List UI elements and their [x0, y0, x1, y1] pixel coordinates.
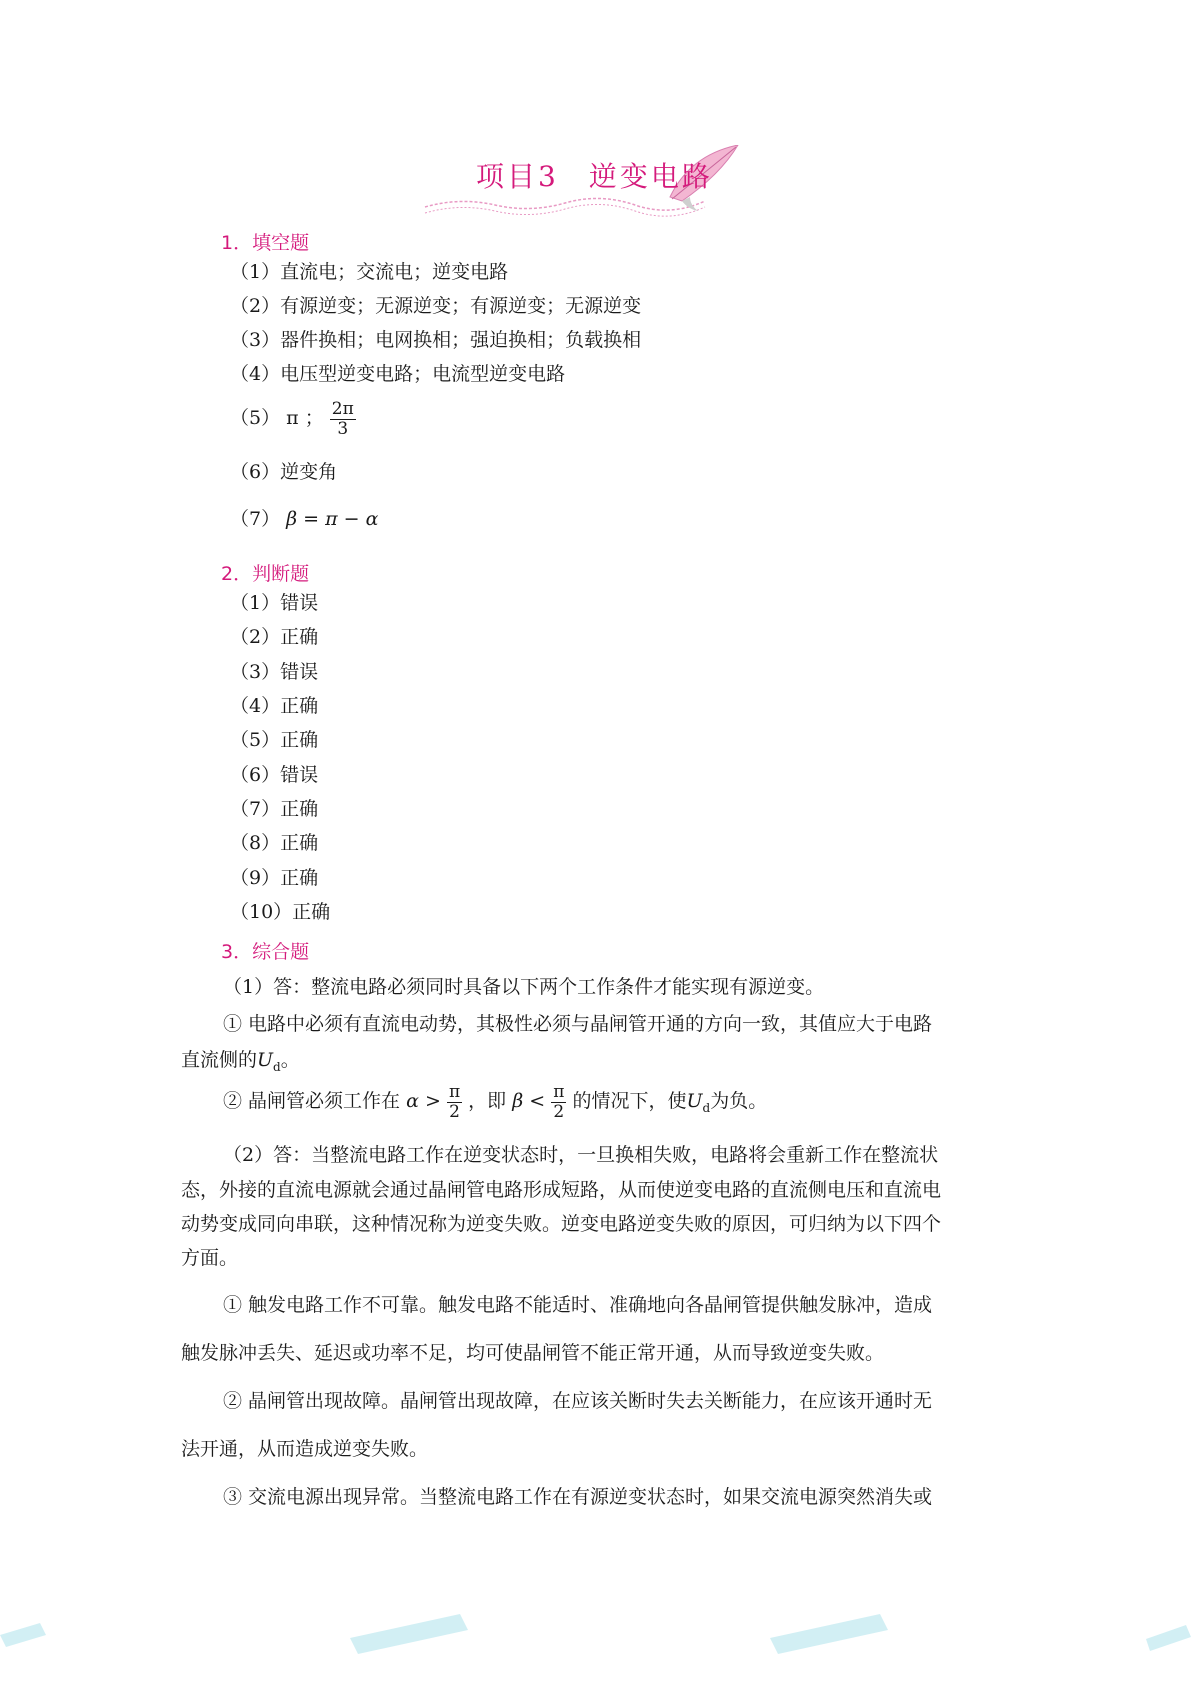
paragraph: 动势变成同向串联，这种情况称为逆变失败。逆变电路逆变失败的原因，可归纳为以下四个	[181, 1213, 942, 1235]
answer-line: （3）错误	[230, 661, 319, 683]
paragraph	[181, 1045, 1013, 1074]
variable-U: U	[257, 1049, 274, 1071]
paragraph: 方面。	[181, 1247, 239, 1269]
variable-U: U	[686, 1090, 703, 1113]
fraction-numerator: 2π	[331, 399, 354, 419]
answer-line: （4）电压型逆变电路；电流型逆变电路	[230, 363, 566, 385]
watermark-icon	[0, 1615, 60, 1655]
answer-line: （2）有源逆变；无源逆变；有源逆变；无源逆变	[230, 295, 642, 317]
fraction	[330, 400, 356, 438]
paragraph: ① 触发电路工作不可靠。触发电路不能适时、准确地向各晶闸管提供触发脉冲，造成	[223, 1294, 933, 1316]
answer-line: （4）正确	[230, 695, 319, 717]
text: 为负。	[710, 1090, 768, 1113]
paragraph: （2）答：当整流电路工作在逆变状态时，一旦换相失败，电路将会重新工作在整流状	[223, 1144, 939, 1166]
section-heading-judge: 2．判断题	[221, 563, 310, 585]
text: ，即	[468, 1090, 507, 1113]
answer-line: （3）器件换相；电网换相；强迫换相；负载换相	[230, 329, 642, 351]
answer-line: （6）错误	[230, 764, 319, 786]
paragraph: 态，外接的直流电源就会通过晶闸管电路形成短路，从而使逆变电路的直流侧电压和直流电	[181, 1179, 942, 1201]
answer-line: （1）错误	[230, 592, 319, 614]
text: 。	[280, 1049, 300, 1071]
title-block	[420, 145, 780, 225]
paragraph: ② 晶闸管出现故障。晶闸管出现故障，在应该关断时失去关断能力，在应该开通时无	[223, 1390, 933, 1412]
section-heading-comprehensive: 3．综合题	[221, 941, 310, 963]
answer-line: （1）直流电；交流电；逆变电路	[230, 261, 509, 283]
paragraph: 触发脉冲丢失、延迟或功率不足，均可使晶闸管不能正常开通，从而导致逆变失败。	[181, 1342, 885, 1364]
subscript: d	[273, 1059, 281, 1074]
formula: β = π − α	[286, 508, 379, 530]
answer-line: （6）逆变角	[230, 461, 338, 483]
answer-line	[230, 510, 378, 529]
watermark-icon	[340, 1608, 480, 1658]
pi-symbol: π	[286, 407, 299, 430]
answer-line: （5）正确	[230, 729, 319, 751]
text: 的情况下，使	[572, 1090, 687, 1113]
paragraph: ③ 交流电源出现异常。当整流电路工作在有源逆变状态时，如果交流电源突然消失或	[223, 1486, 933, 1508]
fraction	[551, 1083, 566, 1121]
section-heading-fill: 1．填空题	[221, 232, 310, 254]
subscript: d	[702, 1100, 711, 1115]
item-label: （7）	[230, 508, 281, 530]
answer-line: （2）正确	[230, 626, 319, 648]
watermark-icon	[1140, 1615, 1191, 1655]
fraction-numerator: π	[448, 1082, 461, 1102]
text: 直流侧的	[181, 1049, 258, 1071]
fraction-denominator: 2	[553, 1101, 565, 1122]
paragraph: 法开通，从而造成逆变失败。	[181, 1438, 429, 1460]
formula: α >	[406, 1090, 441, 1113]
answer-line	[230, 400, 356, 438]
fraction-denominator: 2	[449, 1101, 460, 1122]
separator: ；	[304, 407, 324, 430]
formula: β <	[512, 1090, 546, 1113]
paragraph	[181, 1083, 1055, 1121]
fraction-denominator: 3	[337, 418, 349, 439]
answer-line: （7）正确	[230, 798, 319, 820]
watermark-icon	[760, 1608, 900, 1658]
paragraph: ① 电路中必须有直流电动势，其极性必须与晶闸管开通的方向一致，其值应大于电路	[223, 1013, 933, 1035]
fraction	[447, 1083, 462, 1121]
paragraph: （1）答：整流电路必须同时具备以下两个工作条件才能实现有源逆变。	[223, 976, 825, 998]
item-label: （5）	[230, 407, 281, 430]
answer-line: （9）正确	[230, 867, 319, 889]
answer-line: （8）正确	[230, 832, 319, 854]
text: ② 晶闸管必须工作在	[223, 1090, 401, 1113]
fraction-numerator: π	[553, 1082, 565, 1102]
page-title: 项目3 逆变电路	[476, 160, 713, 193]
answer-line: （10）正确	[230, 901, 331, 923]
